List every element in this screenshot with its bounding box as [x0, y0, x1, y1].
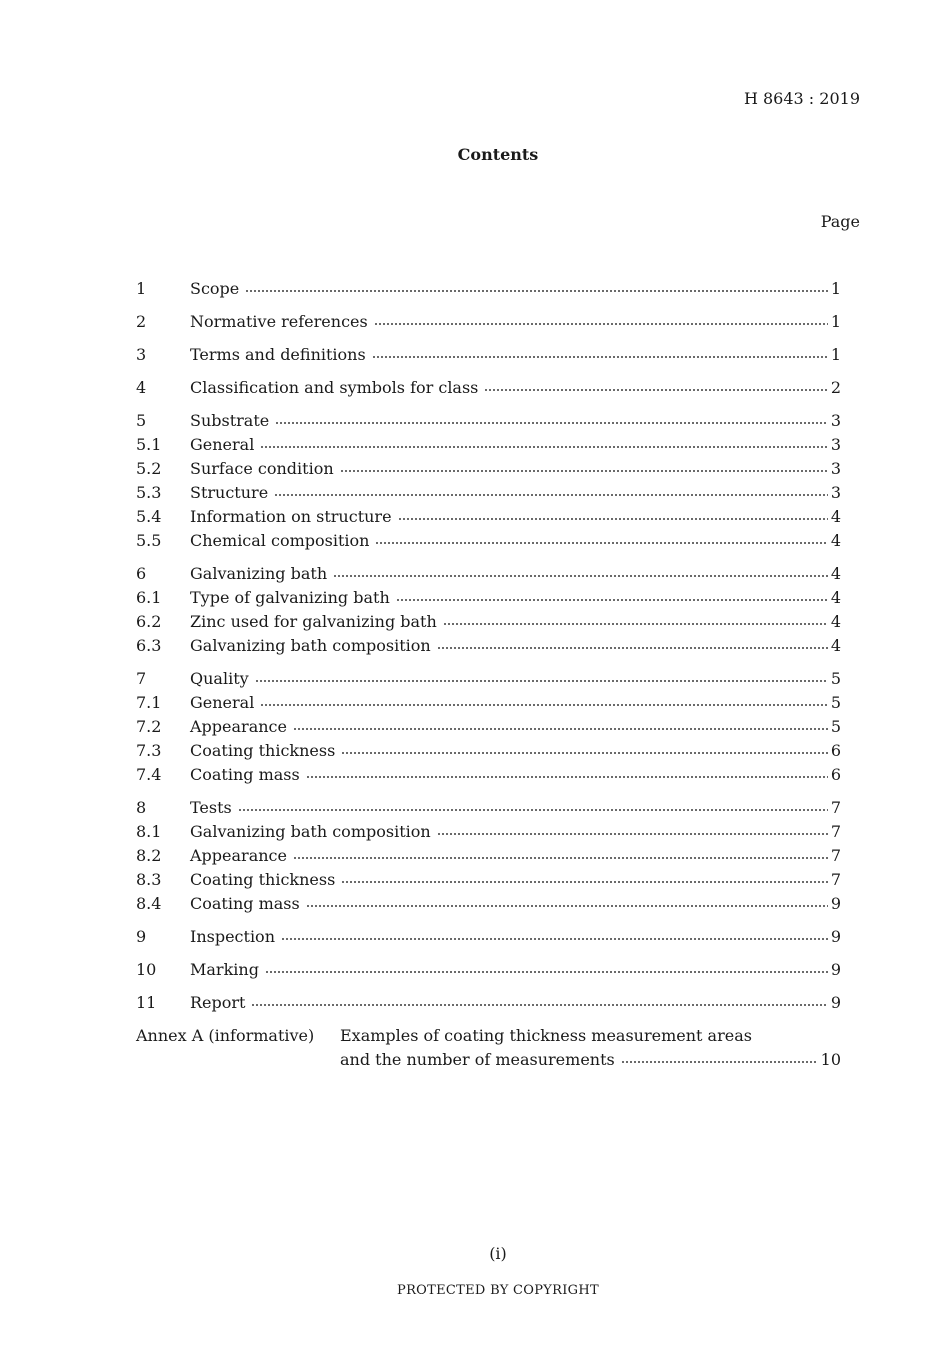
toc-leader-dots: [374, 322, 828, 326]
toc-entry[interactable]: [136, 481, 841, 505]
toc-leader-dots: [238, 808, 828, 812]
toc-entry-title: General: [190, 693, 255, 712]
toc-leader-dots: [260, 445, 827, 449]
toc-leader-dots: [251, 1003, 827, 1007]
toc-entry[interactable]: [136, 310, 841, 334]
toc-entry-title: Galvanizing bath composition: [190, 636, 431, 655]
toc-entry-page: 9: [830, 894, 841, 913]
toc-entry-page: 7: [830, 870, 841, 889]
annex-title-line1: Examples of coating thickness measurement areas: [340, 1026, 752, 1045]
toc-entry[interactable]: [136, 925, 841, 949]
toc-entry[interactable]: [136, 868, 841, 892]
toc-leader-dots: [375, 541, 827, 545]
toc-entry-number: 8.4: [136, 894, 162, 913]
toc-leader-dots: [398, 517, 828, 521]
toc-entry[interactable]: [136, 529, 841, 553]
annex-label: Annex A (informative): [136, 1026, 315, 1045]
copyright-notice: PROTECTED BY COPYRIGHT: [397, 1283, 599, 1298]
toc-entry-page: 4: [830, 636, 841, 655]
toc-entry[interactable]: [136, 562, 841, 586]
toc-entry[interactable]: [136, 409, 841, 433]
toc-entry-number: 7.4: [136, 765, 162, 784]
toc-entry-page: 1: [830, 279, 841, 298]
toc-leader-dots: [275, 421, 828, 425]
toc-entry-page: 2: [830, 378, 841, 397]
toc-leader-dots: [621, 1060, 818, 1064]
annex-page: 10: [820, 1050, 841, 1069]
toc-entry[interactable]: [136, 376, 841, 400]
toc-entry[interactable]: [136, 457, 841, 481]
toc-leader-dots: [306, 904, 828, 908]
toc-group: [136, 409, 841, 553]
toc-entry-number: 7.3: [136, 741, 162, 760]
toc-entry[interactable]: [136, 844, 841, 868]
toc-entry-title: Structure: [190, 483, 269, 502]
toc-entry[interactable]: [136, 667, 841, 691]
toc-entry-title: Type of galvanizing bath: [190, 588, 390, 607]
toc-entry-page: 1: [830, 312, 841, 331]
toc-entry-title: Substrate: [190, 411, 270, 430]
toc-entry-number: 6.1: [136, 588, 162, 607]
toc-leader-dots: [245, 289, 828, 293]
toc-entry-number: 8: [136, 798, 147, 817]
toc-entry-page: 1: [830, 345, 841, 364]
toc-entry-title: Appearance: [190, 717, 287, 736]
toc-entry-title: Marking: [190, 960, 259, 979]
toc-entry-page: 6: [830, 741, 841, 760]
toc-entry-number: 5: [136, 411, 147, 430]
toc-entry-title: Terms and definitions: [190, 345, 366, 364]
toc-leader-dots: [341, 751, 828, 755]
toc-entry-number: 5.2: [136, 459, 162, 478]
toc-entry-number: 1: [136, 279, 147, 298]
toc-group: [136, 796, 841, 916]
toc-entry-title: General: [190, 435, 255, 454]
toc-entry-title: Zinc used for galvanizing bath: [190, 612, 437, 631]
toc-entry-number: 5.5: [136, 531, 162, 550]
toc-entry-page: 3: [830, 459, 841, 478]
toc-entry-number: 7: [136, 669, 147, 688]
toc-leader-dots: [293, 727, 828, 731]
toc-entry-title: Coating mass: [190, 765, 300, 784]
toc-leader-dots: [260, 703, 827, 707]
toc-entry-page: 5: [830, 717, 841, 736]
footer-page-number: (i): [489, 1244, 507, 1263]
toc-entry[interactable]: [136, 892, 841, 916]
toc-entry-page: 4: [830, 564, 841, 583]
toc-entry-page: 9: [830, 960, 841, 979]
toc-entry-number: 10: [136, 960, 157, 979]
toc-leader-dots: [274, 493, 828, 497]
toc-entry-page: 4: [830, 531, 841, 550]
toc-entry[interactable]: [136, 691, 841, 715]
page-title: Contents: [457, 145, 539, 164]
toc-entry-title: Scope: [190, 279, 240, 298]
toc-entry-title: Coating thickness: [190, 741, 336, 760]
toc-entry-number: 6: [136, 564, 147, 583]
toc-entry-number: 5.4: [136, 507, 162, 526]
toc-entry-number: 11: [136, 993, 157, 1012]
toc-entry-title: Coating thickness: [190, 870, 336, 889]
toc-entry-number: 8.3: [136, 870, 162, 889]
toc-entry-number: 8.2: [136, 846, 162, 865]
toc-entry-number: 8.1: [136, 822, 162, 841]
toc-entry[interactable]: [136, 796, 841, 820]
toc-entry[interactable]: [136, 505, 841, 529]
standard-number: H 8643 : 2019: [743, 89, 860, 108]
toc-entry-title: Surface condition: [190, 459, 334, 478]
toc-leader-dots: [333, 574, 828, 578]
toc-entry-title: Quality: [190, 669, 249, 688]
toc-group: [136, 991, 841, 1015]
toc-leader-dots: [372, 355, 828, 359]
toc-leader-dots: [281, 937, 828, 941]
toc-entry-title: Classification and symbols for class: [190, 378, 479, 397]
toc-entry-number: 5.3: [136, 483, 162, 502]
toc-entry-title: Chemical composition: [190, 531, 370, 550]
toc-entry-number: 2: [136, 312, 147, 331]
toc-entry-page: 7: [830, 846, 841, 865]
toc-entry-number: 4: [136, 378, 147, 397]
toc-entry-title: Inspection: [190, 927, 275, 946]
toc-entry-page: 3: [830, 435, 841, 454]
toc-entry-page: 5: [830, 669, 841, 688]
toc-annex-entry[interactable]: [136, 1024, 841, 1072]
toc-leader-dots: [255, 679, 828, 683]
toc-group: [136, 667, 841, 787]
toc-entry-page: 4: [830, 612, 841, 631]
toc-group: [136, 958, 841, 982]
toc-entry[interactable]: [136, 958, 841, 982]
toc-entry-page: 5: [830, 693, 841, 712]
toc-entry-title: Normative references: [190, 312, 368, 331]
toc-entry-number: 7.1: [136, 693, 162, 712]
toc-group: [136, 277, 841, 301]
toc-leader-dots: [265, 970, 828, 974]
toc-entry-title: Galvanizing bath composition: [190, 822, 431, 841]
toc-entry-page: 9: [830, 993, 841, 1012]
toc-leader-dots: [306, 775, 828, 779]
toc-entry-number: 7.2: [136, 717, 162, 736]
toc-entry-page: 7: [830, 798, 841, 817]
toc-entry[interactable]: [136, 343, 841, 367]
toc-leader-dots: [293, 856, 828, 860]
toc-entry[interactable]: [136, 763, 841, 787]
toc-entry[interactable]: [136, 739, 841, 763]
toc-leader-dots: [396, 598, 828, 602]
annex-title-line2: and the number of measurements: [340, 1050, 615, 1069]
toc-entry[interactable]: [136, 991, 841, 1015]
toc-entry-number: 6.2: [136, 612, 162, 631]
toc-entry-title: Information on structure: [190, 507, 392, 526]
toc-leader-dots: [437, 832, 828, 836]
toc-entry-number: 5.1: [136, 435, 162, 454]
toc-entry-page: 4: [830, 507, 841, 526]
toc-entry-title: Coating mass: [190, 894, 300, 913]
toc-group: [136, 562, 841, 658]
toc-entry[interactable]: [136, 433, 841, 457]
toc-entry-title: Appearance: [190, 846, 287, 865]
toc-entry[interactable]: [136, 715, 841, 739]
toc-entry-number: 3: [136, 345, 147, 364]
toc-entry-page: 4: [830, 588, 841, 607]
toc-entry-page: 9: [830, 927, 841, 946]
toc-entry[interactable]: [136, 586, 841, 610]
toc-leader-dots: [340, 469, 828, 473]
toc-group: [136, 376, 841, 400]
toc-leader-dots: [341, 880, 828, 884]
toc-group: [136, 925, 841, 949]
toc-entry-page: 7: [830, 822, 841, 841]
toc-entry-number: 9: [136, 927, 147, 946]
toc-entry[interactable]: [136, 634, 841, 658]
toc-group: [136, 343, 841, 367]
toc-leader-dots: [437, 646, 828, 650]
toc-entry-number: 6.3: [136, 636, 162, 655]
toc-entry-page: 3: [830, 411, 841, 430]
page-column-label: Page: [820, 212, 860, 231]
toc-entry-title: Galvanizing bath: [190, 564, 328, 583]
toc-entry[interactable]: [136, 277, 841, 301]
toc-entry[interactable]: [136, 610, 841, 634]
toc-entry-page: 6: [830, 765, 841, 784]
toc-group: [136, 310, 841, 334]
toc-entry-page: 3: [830, 483, 841, 502]
table-of-contents: [136, 277, 841, 1072]
toc-entry-title: Report: [190, 993, 246, 1012]
toc-leader-dots: [443, 622, 828, 626]
toc-entry[interactable]: [136, 820, 841, 844]
toc-entry-title: Tests: [190, 798, 232, 817]
toc-leader-dots: [484, 388, 827, 392]
